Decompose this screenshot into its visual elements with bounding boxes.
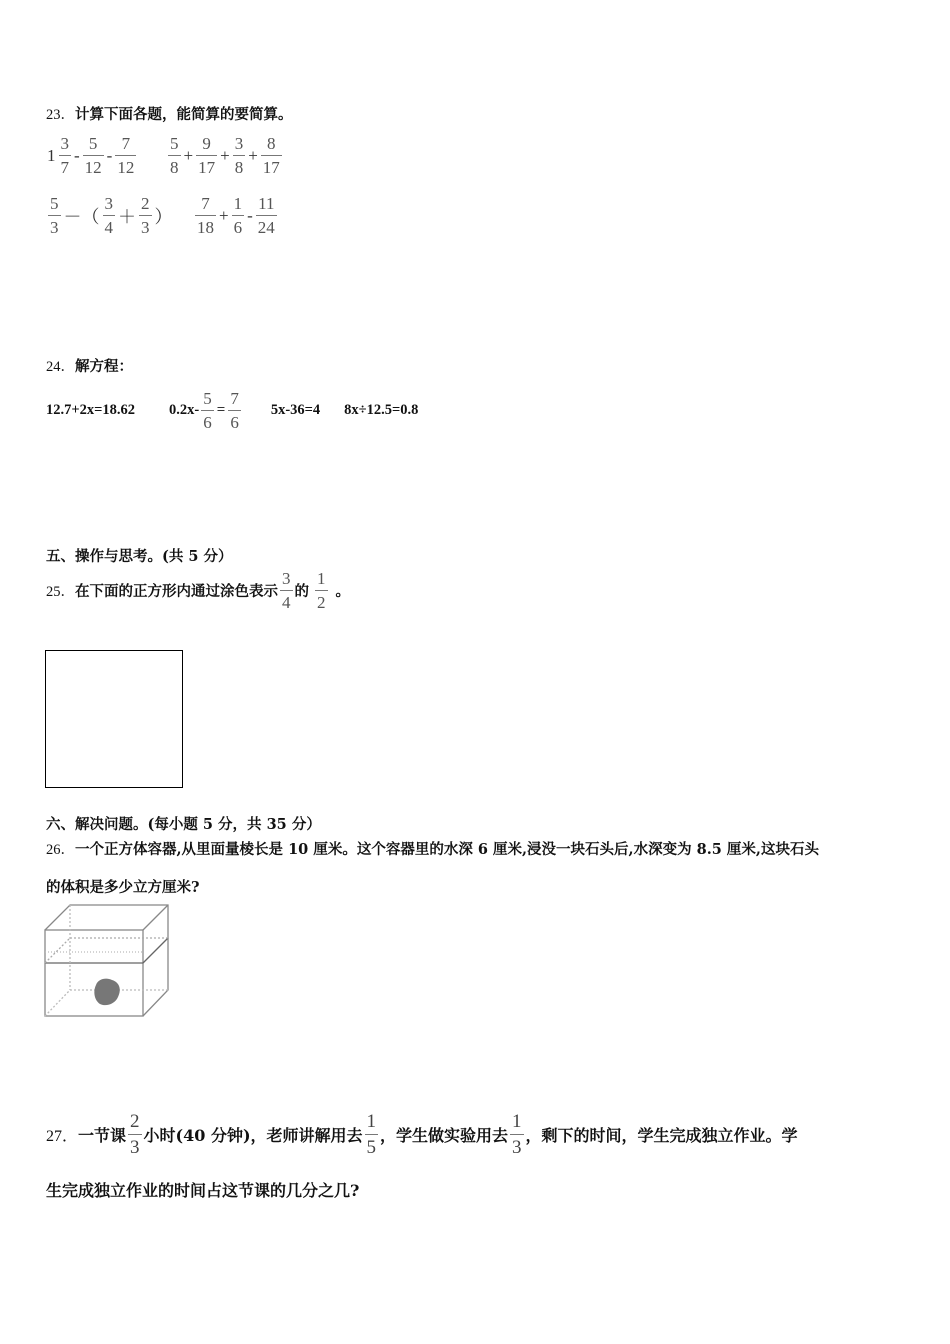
fraction: $\frac{9}{17}$ [198, 134, 216, 177]
fraction: $\frac{7}{12}$ [117, 134, 135, 177]
question-number: 26． [46, 842, 75, 858]
operator: －（ [63, 206, 100, 227]
operator: ＋ [118, 206, 136, 227]
question-text: 的 [294, 583, 309, 600]
question-number: 23． [46, 107, 75, 123]
question-23-title [46, 103, 293, 124]
operator: + [183, 145, 194, 165]
operator: = [216, 401, 226, 418]
fraction: $\frac{8}{17}$ [262, 134, 280, 177]
question-text: 小时(40 分钟)，老师讲解用去 [143, 1126, 363, 1145]
fraction: $\frac{1}{5}$ [366, 1111, 377, 1158]
question-number: 27． [46, 1128, 79, 1145]
question-26-line-2: 的体积是多少立方厘米? [46, 879, 200, 896]
fraction: $\frac{5}{12}$ [84, 134, 102, 177]
cube-container-figure [44, 904, 170, 1018]
expression-3 [46, 195, 174, 236]
question-text: 计算下面各题，能简算的要简算。 [75, 106, 293, 123]
cube-front-face [45, 930, 143, 1016]
operator: - [74, 145, 80, 165]
operator: - [106, 145, 113, 165]
operator: + [248, 145, 258, 165]
section-5-heading: 五、操作与思考。(共 5 分） [46, 548, 233, 565]
equation-4: 8x÷12.5=0.8 [344, 401, 419, 418]
question-number: 25． [46, 584, 75, 600]
equation-1: 12.7+2x=18.62 [46, 401, 136, 418]
equations-row [46, 385, 418, 435]
hidden-edge [45, 990, 70, 1016]
water-line-side [143, 938, 168, 963]
equation-2-prefix: 0.2x- [169, 401, 200, 418]
operator: - [247, 205, 253, 225]
operator: + [219, 205, 229, 225]
fraction: $\frac{7}{6}$ [230, 388, 239, 432]
fraction: $\frac{3}{4}$ [282, 569, 291, 612]
water-line-back-left [45, 938, 70, 963]
operator: + [220, 145, 230, 165]
fraction: $\frac{5}{6}$ [203, 388, 212, 432]
question-text: ，学生做实验用去 [380, 1126, 509, 1145]
section-6-heading: 六、解决问题。(每小题 5 分，共 35 分） [46, 816, 321, 833]
question-number: 24． [46, 359, 75, 375]
fraction: $\frac{1}{6}$ [233, 194, 243, 237]
question-24-title [46, 355, 133, 376]
fraction: $\frac{7}{18}$ [197, 194, 214, 237]
equation-3: 5x-36=4 [270, 401, 321, 418]
fraction: $\frac{2}{3}$ [130, 1111, 140, 1158]
fraction: $\frac{3}{7}$ [60, 134, 69, 177]
fraction: $\frac{2}{3}$ [141, 194, 150, 237]
question-text: 。 [335, 583, 350, 600]
expression-2 [166, 135, 284, 176]
blank-square [45, 650, 183, 788]
question-26-line-1 [46, 838, 819, 859]
fraction: $\frac{1}{3}$ [512, 1111, 522, 1158]
cube-top-edge [143, 905, 168, 930]
expression-4 [193, 195, 279, 236]
question-text: 解方程： [75, 358, 133, 375]
question-27-line-2: 生完成独立作业的时间占这节课的几分之几? [46, 1181, 360, 1200]
fraction: $\frac{5}{8}$ [170, 134, 179, 177]
question-text: ，剩下的时间，学生完成独立作业。学 [525, 1126, 798, 1145]
question-text: 一节课 [78, 1126, 127, 1145]
fraction: $\frac{11}{24}$ [257, 194, 275, 237]
expression-1 [46, 135, 138, 176]
question-25 [46, 570, 350, 611]
question-27-line-1 [46, 1112, 798, 1157]
fraction: $\frac{3}{4}$ [104, 194, 113, 237]
stone-shape [94, 979, 119, 1006]
fraction: $\frac{3}{8}$ [234, 134, 244, 177]
fraction: $\frac{1}{2}$ [317, 569, 326, 612]
question-text: 一个正方体容器,从里面量棱长是 10 厘米。这个容器里的水深 6 厘米,浸没一块石头后,水深变为 8.5 厘米,这块石头 [75, 841, 819, 858]
question-text: 在下面的正方形内通过涂色表示 [75, 583, 278, 600]
fraction: $\frac{5}{3}$ [50, 194, 59, 237]
operator: ） [154, 206, 173, 227]
whole-number: 1 [47, 145, 56, 165]
